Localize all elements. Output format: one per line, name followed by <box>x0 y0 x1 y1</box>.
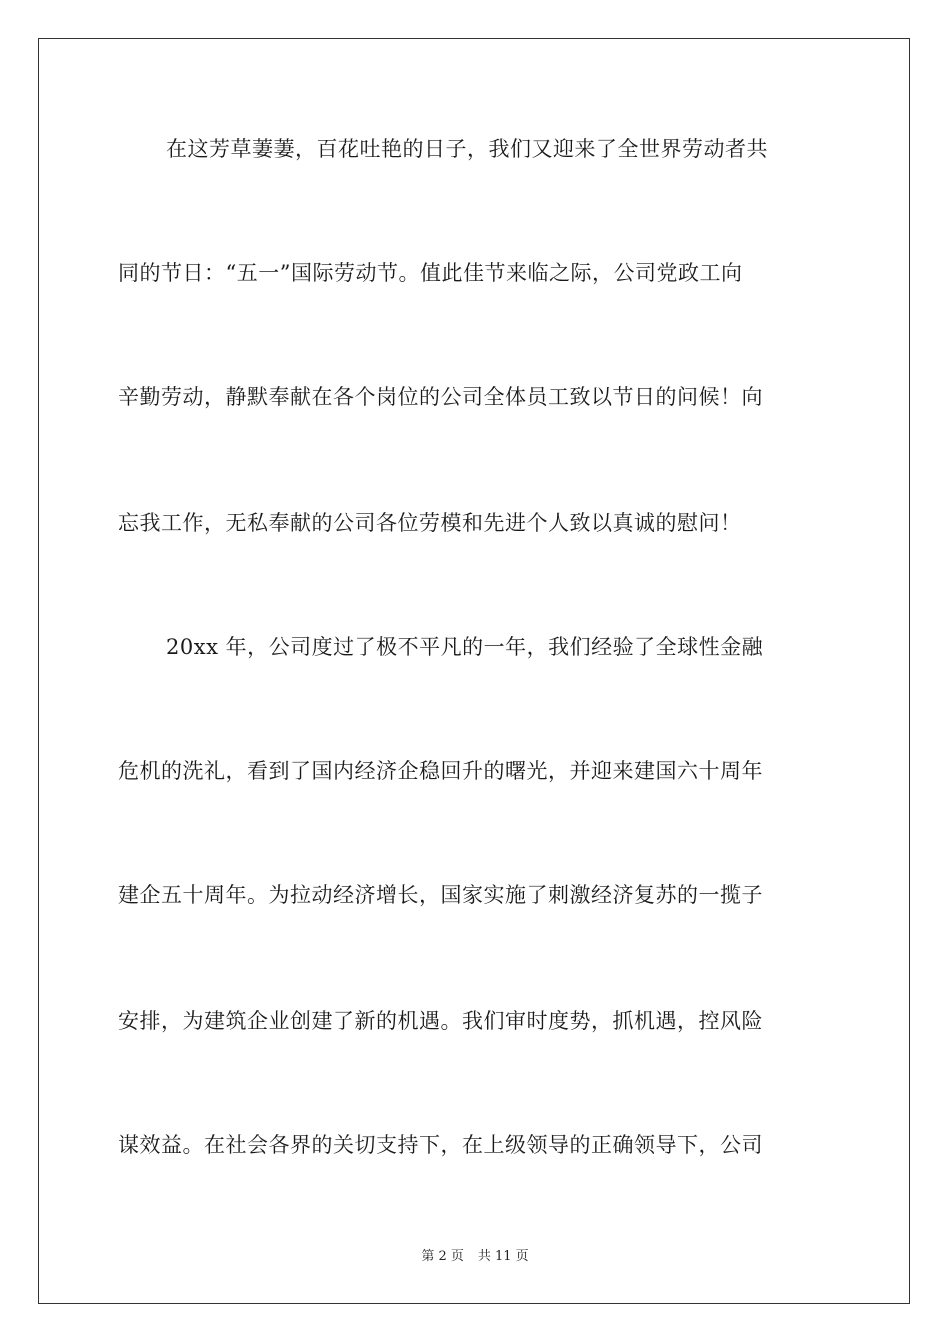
paragraph-2-line-3: 建企五十周年。为拉动经济增长，国家实施了刺激经济复苏的一揽子 <box>118 883 763 907</box>
page-footer <box>0 1248 950 1266</box>
paragraph-2-line-1: 20xx 年，公司度过了极不平凡的一年，我们经验了全球性金融 <box>166 635 764 659</box>
paragraph-1-line-1: 在这芳草萋萋，百花吐艳的日子，我们又迎来了全世界劳动者共 <box>166 137 768 161</box>
paragraph-1-line-3: 辛勤劳动，静默奉献在各个岗位的公司全体员工致以节日的问候！向 <box>118 385 763 409</box>
page-number: 第 2 页 <box>421 1249 464 1264</box>
paragraph-2-line-4: 安排，为建筑企业创建了新的机遇。我们审时度势，抓机遇，控风险 <box>118 1009 763 1033</box>
paragraph-2-line-5: 谋效益。在社会各界的关切支持下，在上级领导的正确领导下，公司 <box>118 1133 763 1157</box>
page-border <box>38 38 910 1304</box>
paragraph-1-line-4: 忘我工作，无私奉献的公司各位劳模和先进个人致以真诚的慰问！ <box>118 511 742 535</box>
paragraph-2-line-2: 危机的洗礼，看到了国内经济企稳回升的曙光，并迎来建国六十周年 <box>118 759 763 783</box>
page-total: 共 11 页 <box>477 1249 529 1264</box>
paragraph-1-line-2: 同的节日：“五一”国际劳动节。值此佳节来临之际，公司党政工向 <box>118 261 743 285</box>
